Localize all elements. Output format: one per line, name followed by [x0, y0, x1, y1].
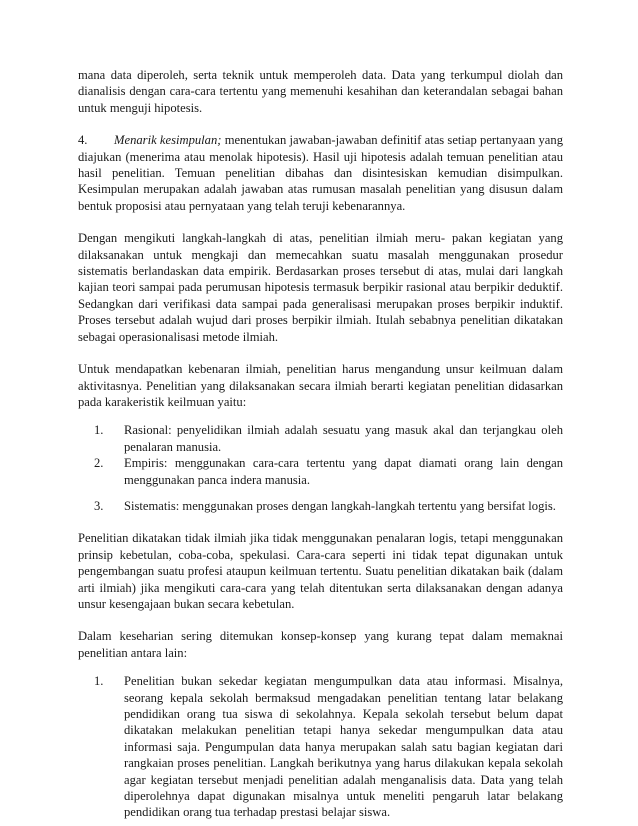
list-item-text: Rasional: penyelidikan ilmiah adalah sesuatu yang masuk akal dan terjangkau oleh penalaran manusia.: [124, 423, 563, 454]
list-item: [94, 455, 563, 488]
paragraph-continuation: mana data diperoleh, serta teknik untuk memperoleh data. Data yang terkumpul diolah dan dianalisis dengan cara-cara tertentu yang memenuhi kesahihan dan keterandalan sebagai bahan untuk menguji hipotesis.: [78, 68, 563, 115]
list-item-number: 1.: [94, 423, 104, 438]
step-4-text: menentukan jawaban-jawaban definitif atas setiap pertanyaan yang diajukan (menerima atau menolak hipotesis). Hasil uji hipotesis adalah temuan penelitian atau hasil penelitian. Temuan penelitian dibahas dan disintesiskan kemudian disimpulkan. Kesimpulan merupakan adalah jawaban atas rumusan masalah penelitian yang disusun dalam bentuk proposisi atau pernyataan yang telah teruji kebenarannya.: [78, 133, 563, 213]
misconceptions-list: [78, 673, 563, 821]
list-item-text: Sistematis: menggunakan proses dengan langkah-langkah tertentu yang bersifat logis.: [124, 498, 556, 513]
list-item: [94, 673, 563, 821]
paragraph-langkah: Dengan mengikuti langkah-langkah di atas, penelitian ilmiah meru- pakan kegiatan yang dilaksanakan untuk mengkaji dan memecahkan suatu masalah menggunakan prosedur sistematis berlandaskan data empirik. Berdasarkan proses tersebut di atas, mulai dari langkah kajian teori sampai pada perumusan hipotesis termasuk berpikir rasional atau berpikir deduktif. Sedangkan dari verifikasi data sampai pada generalisasi merupakan proses berpikir induktif. Proses tersebut adalah wujud dari proses berpikir ilmiah. Itulah sebabnya penelitian dikatakan sebagai operasionalisasi metode ilmiah.: [78, 231, 563, 344]
paragraph-kebenaran-ilmiah: Untuk mendapatkan kebenaran ilmiah, penelitian harus mengandung unsur keilmuan dalam aktivitasnya. Penelitian yang dilaksanakan secara ilmiah berarti kegiatan penelitian didasarkan pada karakeristik keilmuan yaitu:: [78, 362, 563, 409]
list-item-number: 2.: [94, 456, 104, 471]
list-item-text: Empiris: menggunakan cara-cara tertentu yang dapat diamati orang lain dengan menggunakan panca indera manusia.: [124, 456, 563, 487]
list-item-number: 3.: [94, 498, 104, 513]
list-item-text: Penelitian bukan sekedar kegiatan mengumpulkan data atau informasi. Misalnya, seorang kepala sekolah bermaksud mengadakan penelitian tentang latar belakang pendidikan orang tua siswa di sekolahnya. Kepala sekolah tersebut belum dapat dikatakan melakukan penelitian tetapi hanya sekedar mengumpulkan data atau informasi saja. Pengumpulan data hanya merupakan salah satu bagian kegiatan dari rangkaian proses penelitian. Langkah berikutnya yang harus dilakukan kepala sekolah agar kegiatan tersebut menjadi penelitian adalah menganalisis data. Data yang telah diperolehnya dapat digunakan misalnya untuk meneliti pengaruh latar belakang pendidikan orang tua terhadap prestasi belajar siswa.: [124, 674, 563, 820]
paragraph-keseharian: Dalam keseharian sering ditemukan konsep-konsep yang kurang tepat dalam memaknai penelitian antara lain:: [78, 629, 563, 660]
step-4-term: Menarik kesimpulan;: [114, 133, 222, 148]
list-item-number: 1.: [94, 674, 104, 689]
list-item: [94, 498, 563, 514]
step-4-paragraph: [78, 132, 563, 214]
list-item: [94, 422, 563, 455]
document-page: [78, 67, 563, 821]
step-4-number: 4.: [78, 133, 88, 148]
characteristics-list: [78, 422, 563, 514]
paragraph-tidak-ilmiah: Penelitian dikatakan tidak ilmiah jika tidak menggunakan penalaran logis, tetapi menggunakan prinsip kebetulan, coba-coba, spekulasi. Cara-cara seperti ini tidak tepat digunakan untuk pengembangan suatu profesi ataupun keilmuan tertentu. Suatu penelitian dikatakan baik (dalam arti ilmiah) jika mengikuti cara-cara yang telah ditentukan serta dilaksanakan dengan adanya unsur kesengajaan bukan secara kebetulan.: [78, 531, 563, 611]
